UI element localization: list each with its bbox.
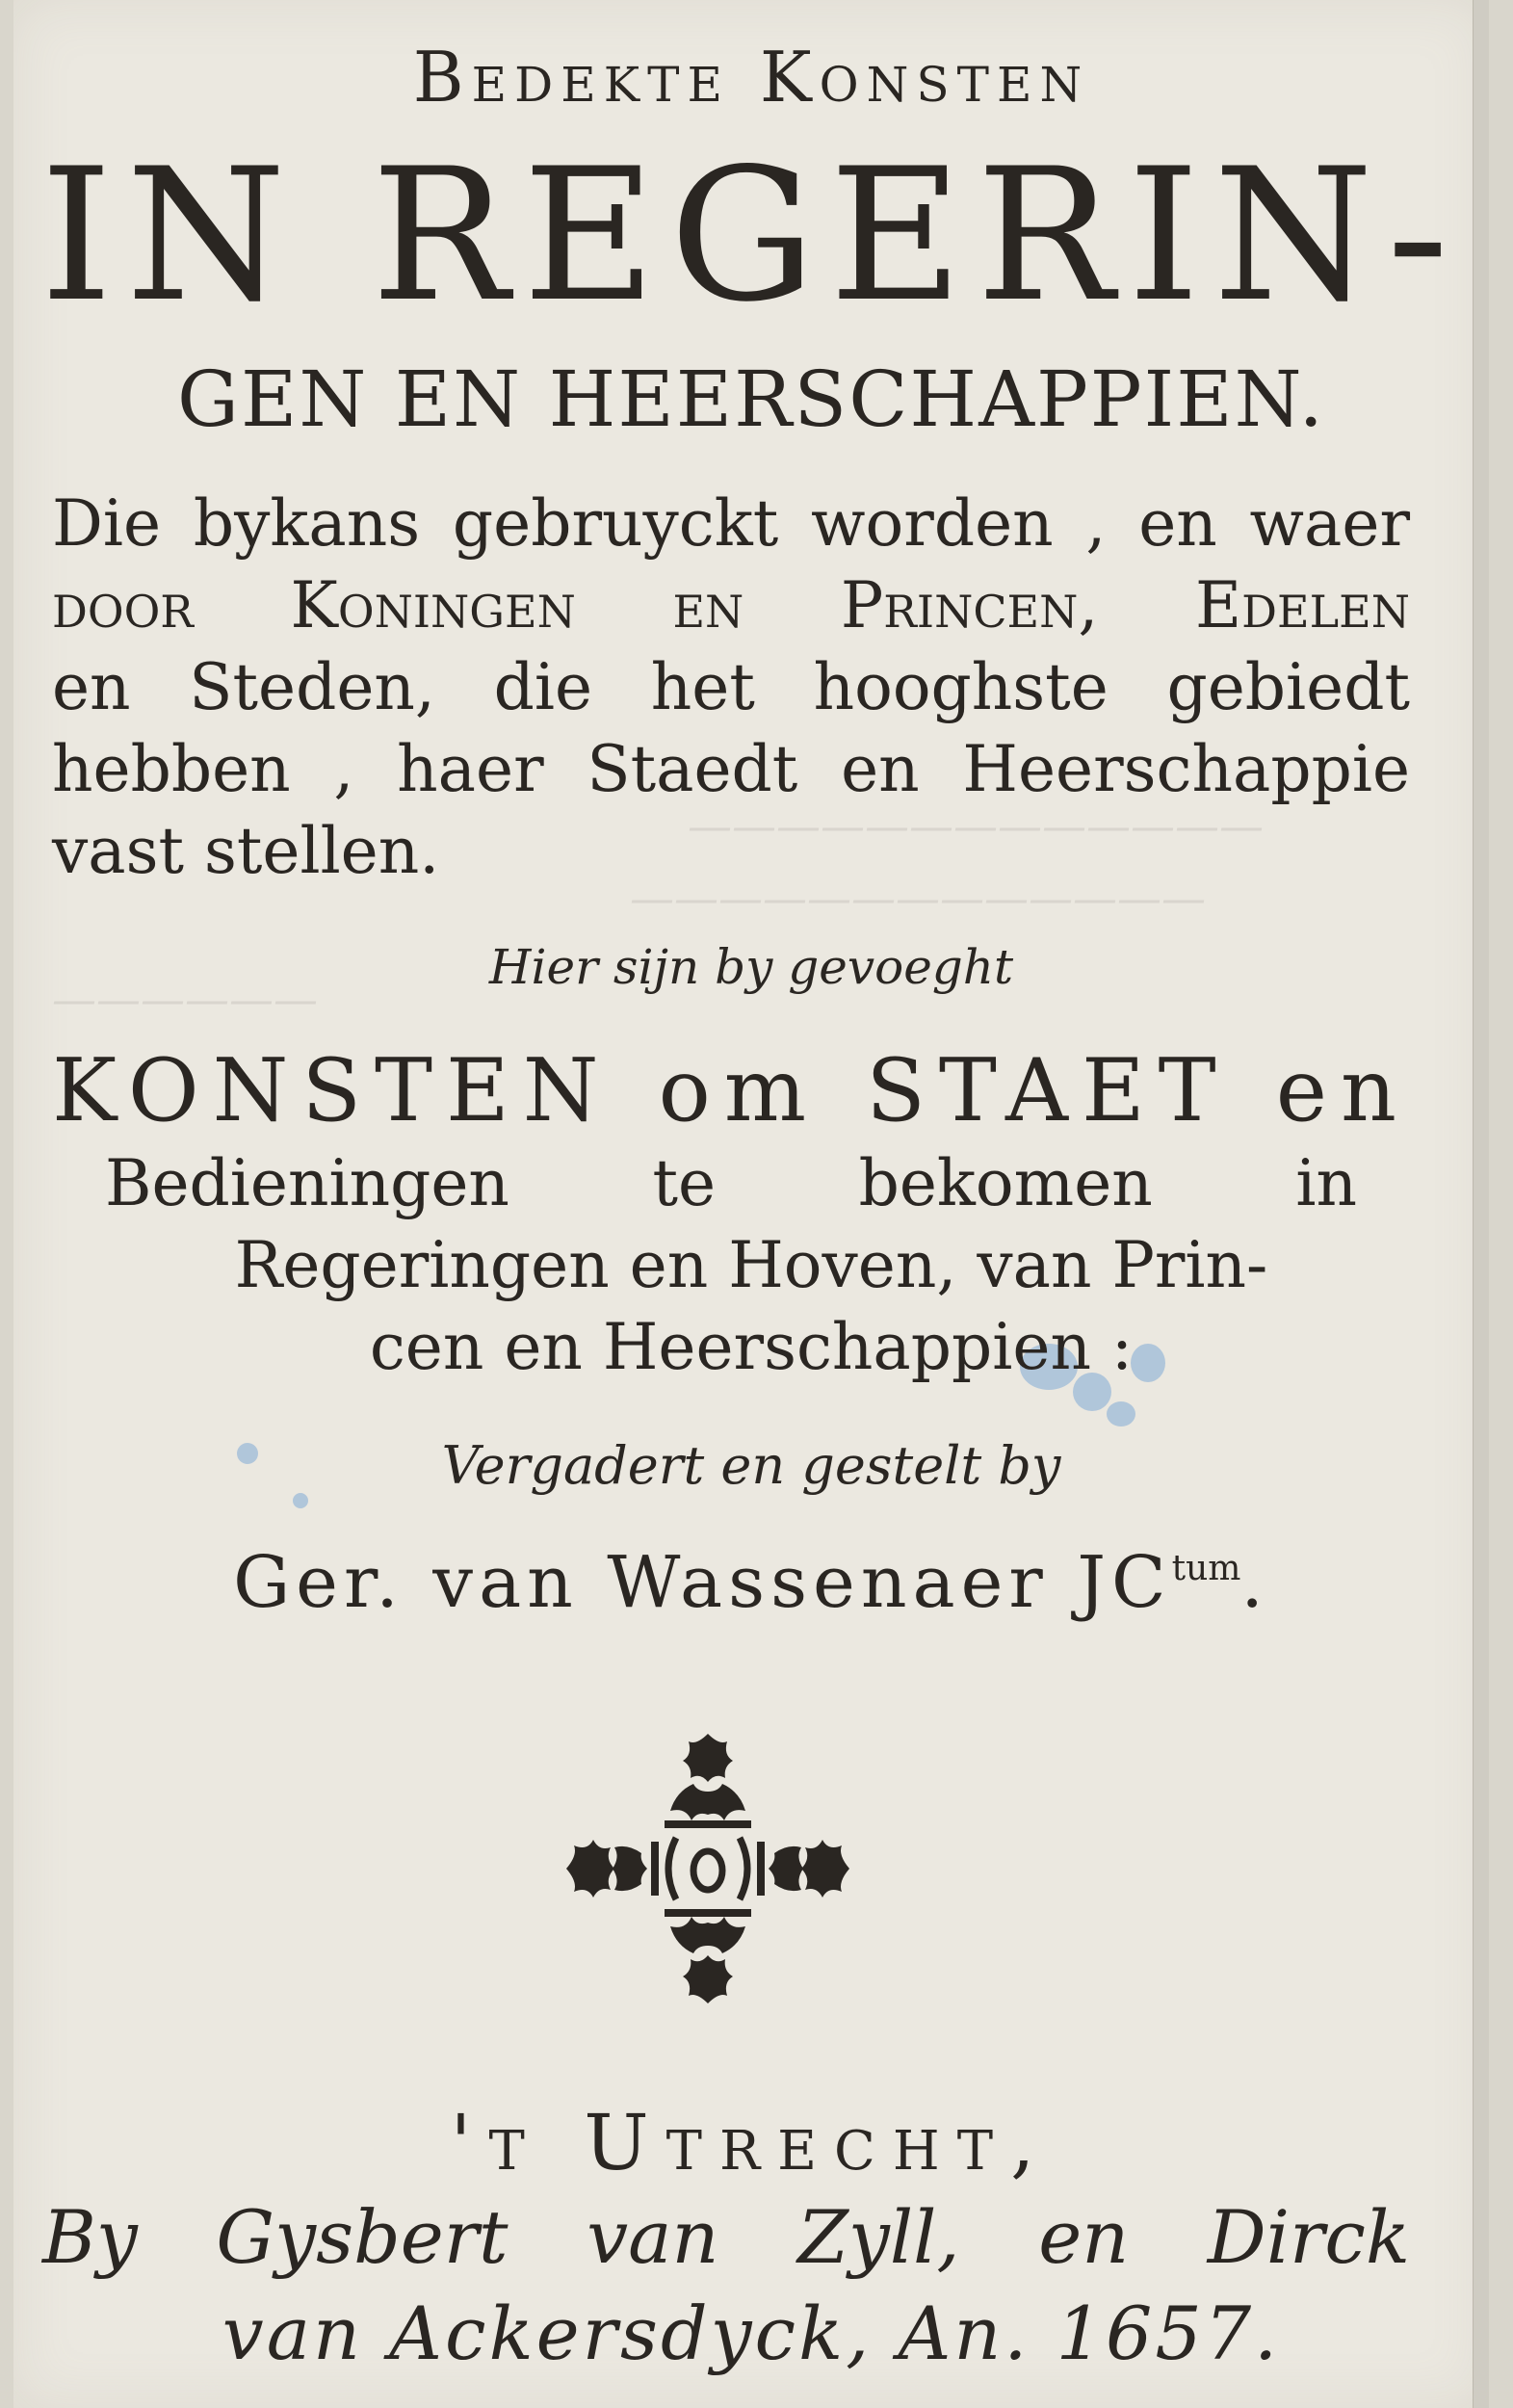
description-line-3: en Steden, die het hooghste gebiedt — [52, 650, 1410, 724]
author-suffix: tum — [1171, 1549, 1241, 1588]
imprint-date: van Ackersdyck, An. 1657. — [222, 2290, 1281, 2376]
description-line-4: hebben , haer Staedt en Heerschappie — [52, 732, 1410, 806]
second-work-line-3: Regeringen en Hoven, van Prin- — [234, 1228, 1268, 1302]
imprint-place: 't Utrecht, — [450, 2098, 1053, 2187]
compiled-by: Vergadert en gestelt by — [441, 1435, 1061, 1496]
author-name: Ger. van Wassenaer $JC^{tum}$. — [233, 1541, 1269, 1624]
description-line-5: vast stellen. — [52, 814, 440, 888]
show-through-text: —————— — [52, 973, 318, 1025]
title-line-1: Bedekte Konsten — [412, 37, 1090, 118]
printers-fleuron-icon — [559, 1724, 857, 2013]
description-line-2: door Koningen en Princen, Edelen — [52, 568, 1410, 642]
ink-stain — [1107, 1401, 1135, 1426]
addition-note: Hier sijn by gevoeght — [488, 939, 1014, 995]
title-line-3: GEN EN HEERSCHAPPIEN. — [177, 354, 1325, 444]
show-through-text: ————————————— — [688, 799, 1264, 851]
show-through-text: ————————————— — [630, 872, 1206, 924]
title-page — [13, 0, 1489, 2408]
title-line-2: IN REGERIN- — [39, 129, 1463, 342]
second-work-line-4: cen en Heerschappien : — [369, 1310, 1134, 1384]
second-work-line-2: Bedieningen te bekomen in — [105, 1146, 1357, 1220]
page-edge — [1473, 0, 1489, 2408]
imprint-publishers: By Gysbert van Zyll, en Dirck — [42, 2194, 1410, 2280]
description-line-1: Die bykans gebruyckt worden , en waer — [52, 486, 1410, 561]
second-work-line-1: KONSTEN om STAET en — [52, 1040, 1410, 1141]
author-name-text: Ger. van Wassenaer JC — [233, 1541, 1172, 1624]
